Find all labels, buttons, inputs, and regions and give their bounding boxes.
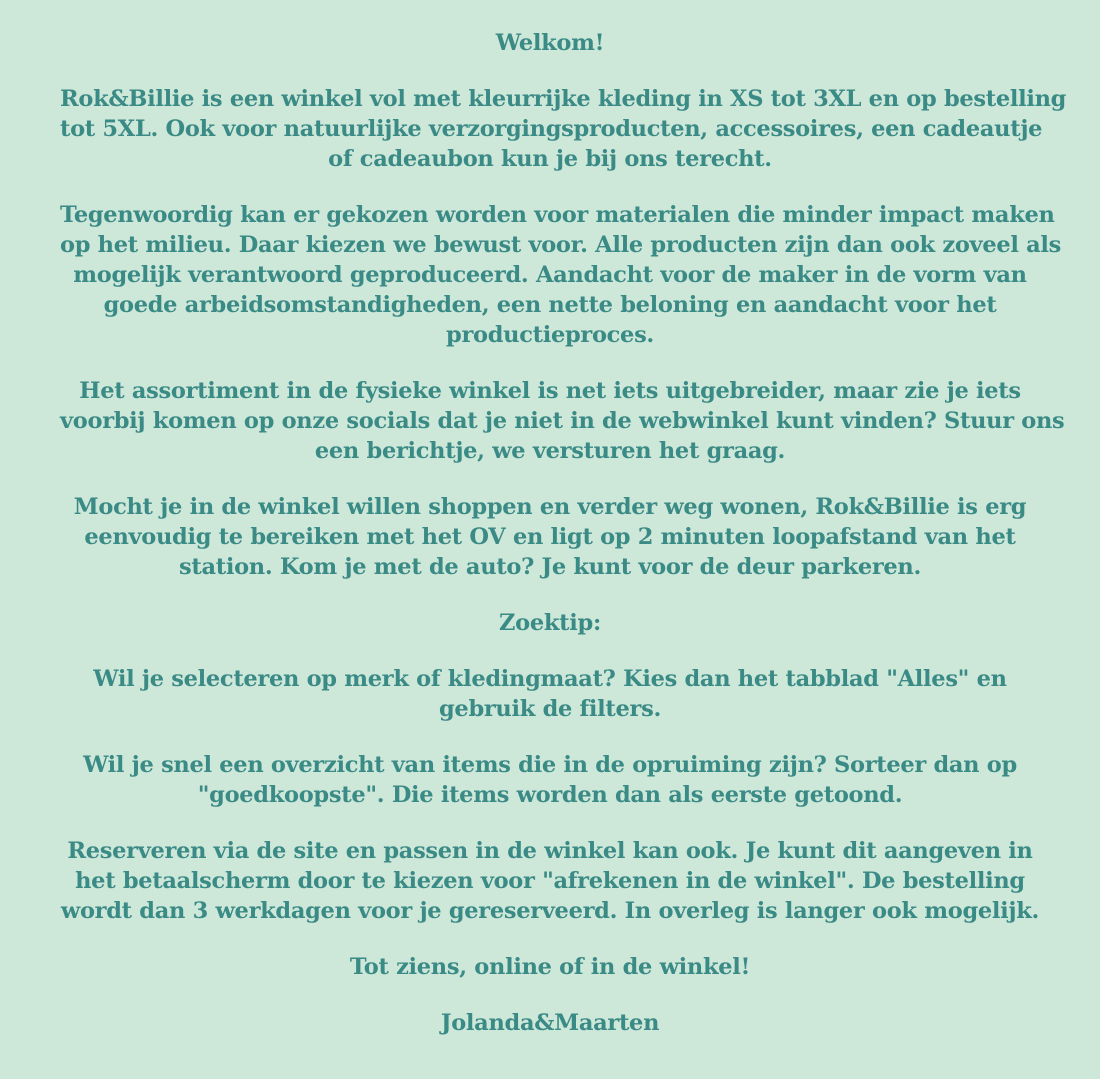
paragraph-line: eenvoudig te bereiken met het OV en ligt op 2 minuten loopafstand van het xyxy=(84,524,1016,550)
paragraph-line: Reserveren via de site en passen in de winkel kan ook. Je kunt dit aangeven in xyxy=(67,838,1033,864)
paragraph-line: Het assortiment in de fysieke winkel is net iets uitgebreider, maar zie je iets xyxy=(79,378,1021,404)
paragraph-line: of cadeaubon kun je bij ons terecht. xyxy=(328,146,772,172)
paragraph-line: tot 5XL. Ook voor natuurlijke verzorgingsproducten, accessoires, een cadeautje xyxy=(60,116,1043,142)
paragraph-line: wordt dan 3 werkdagen voor je gereserveerd. In overleg is langer ook mogelijk. xyxy=(60,898,1040,924)
paragraph-line: gebruik de filters. xyxy=(439,696,661,722)
tip-reserve xyxy=(60,836,1040,926)
paragraph-line: op het milieu. Daar kiezen we bewust voor. Alle producten zijn dan ook zoveel als xyxy=(60,232,1062,258)
paragraph-line: station. Kom je met de auto? Je kunt voor de deur parkeren. xyxy=(178,554,921,580)
paragraph-line: mogelijk verantwoord geproduceerd. Aandacht voor de maker in de vorm van xyxy=(73,262,1027,288)
paragraph-line: Wil je selecteren op merk of kledingmaat? Kies dan het tabblad "Alles" en xyxy=(93,666,1007,692)
paragraph-line: productieproces. xyxy=(446,322,654,348)
paragraph-line: voorbij komen op onze socials dat je niet in de webwinkel kunt vinden? Stuur ons xyxy=(60,408,1065,434)
paragraph-line: Mocht je in de winkel willen shoppen en verder weg wonen, Rok&Billie is erg xyxy=(73,494,1027,520)
paragraph-line: het betaalscherm door te kiezen voor "afrekenen in de winkel". De bestelling xyxy=(75,868,1025,894)
paragraph-line: een berichtje, we versturen het graag. xyxy=(314,438,786,464)
tip-heading: Zoektip: xyxy=(499,610,601,636)
paragraph-line: Rok&Billie is een winkel vol met kleurrijke kleding in XS tot 3XL en op bestelling xyxy=(60,86,1067,112)
intro-paragraph xyxy=(60,84,1067,174)
sustainability-paragraph xyxy=(60,200,1062,350)
paragraph-line: Wil je snel een overzicht van items die in de opruiming zijn? Sorteer dan op xyxy=(83,752,1017,778)
closing-line: Tot ziens, online of in de winkel! xyxy=(349,954,751,980)
paragraph-line: Tegenwoordig kan er gekozen worden voor materialen die minder impact maken xyxy=(60,202,1055,228)
signature: Jolanda&Maarten xyxy=(440,1010,660,1036)
assortment-paragraph xyxy=(60,376,1065,466)
location-paragraph xyxy=(60,492,1040,582)
paragraph-line: goede arbeidsomstandigheden, een nette beloning en aandacht voor het xyxy=(103,292,997,318)
tip-sale xyxy=(60,750,1040,810)
paragraph-line: "goedkoopste". Die items worden dan als eerste getoond. xyxy=(197,782,903,808)
welcome-heading: Welkom! xyxy=(495,30,605,56)
tip-filters xyxy=(60,664,1040,724)
